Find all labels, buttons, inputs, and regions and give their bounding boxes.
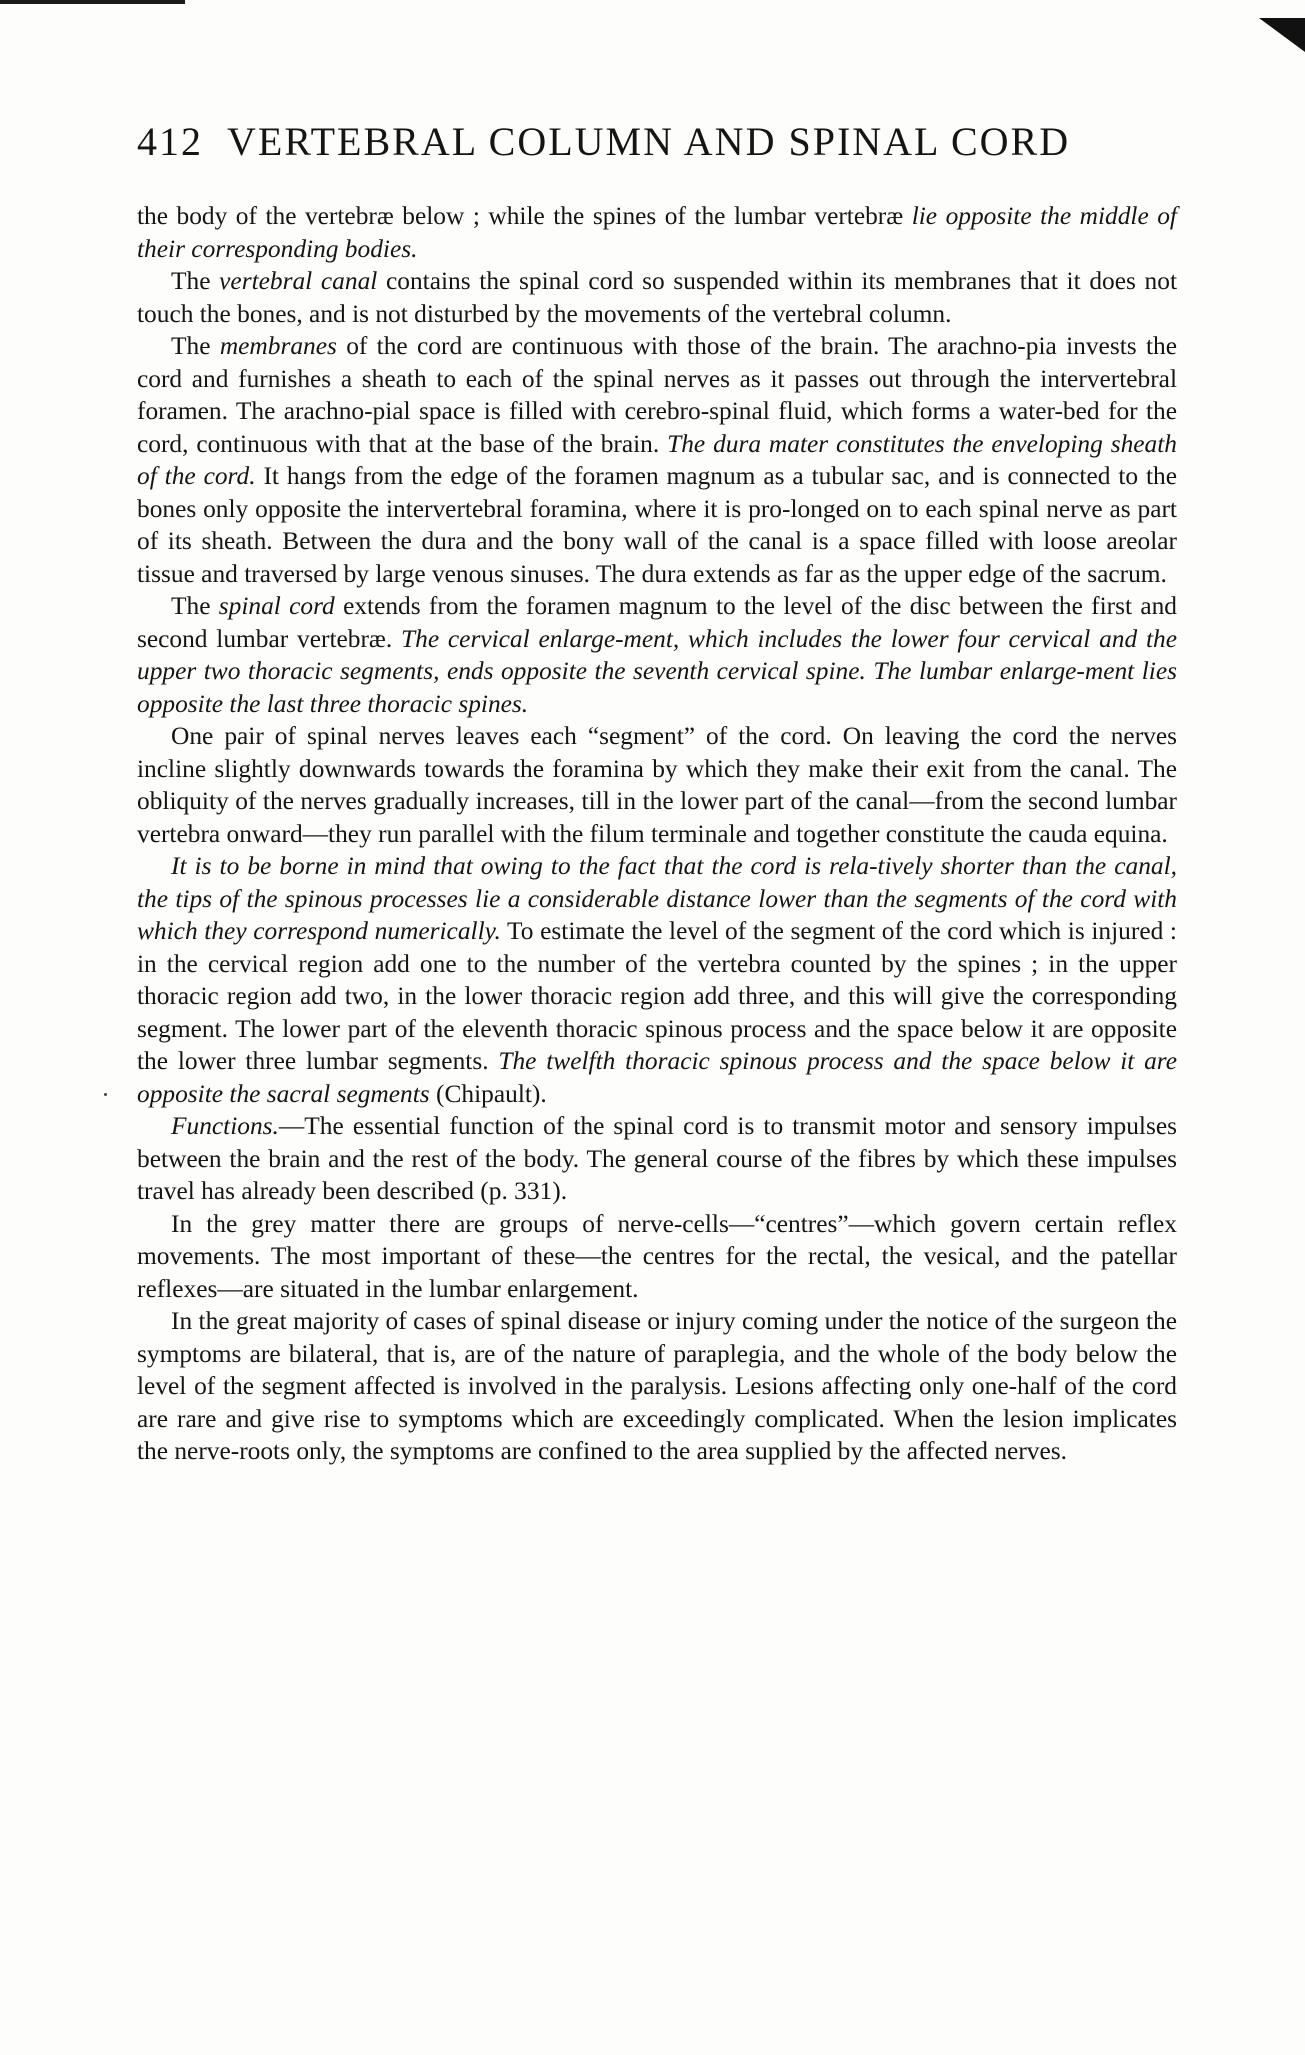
text-run: In the grey matter there are groups of nerve-cells—“centres”—which govern certain reflex movements. The most important of these—the centres for the rectal, the vesical, and the patellar reflexes—are situated in the lumbar enlargement.: [137, 1209, 1177, 1303]
italic-run: The lumbar enlarge-ment lies opposite the last three thoracic spines.: [137, 657, 1177, 718]
paragraph: [137, 850, 1177, 1110]
italic-run: Functions.: [171, 1112, 279, 1140]
paragraph: [137, 1110, 1177, 1208]
italic-run: vertebral canal: [219, 267, 378, 295]
text-run: To estimate the level of the segment of the cord which is injured : in the cervical region add one to the number of the vertebra counted by the spines ; in the upper thoracic region add two, in the lower thoracic region add three, and this will give the corresponding segment. The lower part of the eleventh thoracic spinous process and the space below it are opposite the lower three lumbar segments.: [137, 917, 1177, 1075]
corner-mark: [1259, 18, 1305, 52]
italic-run: The cervical enlarge-ment, which includes the lower four cervical and the upper two thoracic segments, ends opposite the seventh cervical spine.: [137, 624, 1177, 685]
margin-speck: [104, 1093, 107, 1096]
paragraph: [137, 590, 1177, 720]
italic-run: The dura mater constitutes the enveloping sheath of the cord.: [137, 429, 1177, 490]
paragraph: [137, 200, 1177, 265]
page-number: 412: [137, 119, 203, 164]
text-run: of the cord are continuous with those of the brain. The arachno-pia invests the cord and furnishes a sheath to each of the spinal nerves as it passes out through the intervertebral foramen. The arachno-pial space is filled with cerebro-spinal fluid, which forms a water-bed for the cord, continuous with that at the base of the brain.: [137, 332, 1177, 458]
italic-run: It is to be borne in mind that owing to the fact that the cord is rela-tively shorter than the canal, the tips of the spinous processes lie a considerable distance lower than the segments of the cord with which they correspond numerically.: [137, 852, 1177, 945]
chapter-title: VERTEBRAL COLUMN AND SPINAL CORD: [227, 119, 1071, 164]
body-text: [137, 200, 1177, 1468]
text-run: One pair of spinal nerves leaves each “segment” of the cord. On leaving the cord the nerves incline slightly downwards towards the foramina by which they make their exit from the canal. The obliquity of the nerves gradually increases, till in the lower part of the canal—from the second lumbar vertebra onward—they run parallel with the filum terminale and together constitute the cauda equina.: [137, 722, 1177, 848]
paragraph: [137, 265, 1177, 330]
text-run: (Chipault).: [429, 1079, 547, 1108]
top-edge-rule: [0, 0, 185, 4]
text-run: The: [171, 267, 220, 295]
italic-run: spinal cord: [218, 592, 335, 620]
text-run: In the great majority of cases of spinal disease or injury coming under the notice of the surgeon the symptoms are bilateral, that is, are of the nature of paraplegia, and the whole of the body below the level of the segment affected is involved in the paralysis. Lesions affecting only one-half of the cord are rare and give rise to symptoms which are exceedingly complicated. When the lesion implicates the nerve-roots only, the symptoms are confined to the area supplied by the affected nerves.: [137, 1307, 1177, 1465]
text-run: extends from the foramen magnum to the level of the disc between the first and second lumbar vertebræ.: [137, 592, 1177, 653]
running-head: [137, 118, 1177, 166]
italic-run: membranes: [219, 332, 337, 360]
paragraph: [137, 1208, 1177, 1306]
italic-run: lie opposite the middle of their corresponding bodies.: [137, 202, 1177, 263]
paragraph: [137, 1305, 1177, 1468]
text-run: It hangs from the edge of the foramen magnum as a tubular sac, and is connected to the bones only opposite the intervertebral foramina, where it is pro-longed on to each spinal nerve as part of its sheath. Between the dura and the bony wall of the canal is a space filled with loose areolar tissue and traversed by large venous sinuses. The dura extends as far as the upper edge of the sacrum.: [137, 462, 1177, 588]
text-run: contains the spinal cord so suspended within its membranes that it does not touch the bones, and is not disturbed by the movements of the vertebral column.: [137, 267, 1178, 328]
text-run: The: [171, 332, 220, 360]
text-run: —The essential function of the spinal cord is to transmit motor and sensory impulses between the brain and the rest of the body. The general course of the fibres by which these impulses travel has already been described (p. 331).: [137, 1112, 1177, 1205]
italic-run: The twelfth thoracic spinous process and the space below it are opposite the sacral segments: [137, 1047, 1178, 1108]
text-run: the body of the vertebræ below ; while the spines of the lumbar vertebræ: [137, 202, 912, 230]
text-run: The: [171, 592, 219, 620]
paragraph: [137, 330, 1177, 590]
paragraph: [137, 720, 1177, 850]
